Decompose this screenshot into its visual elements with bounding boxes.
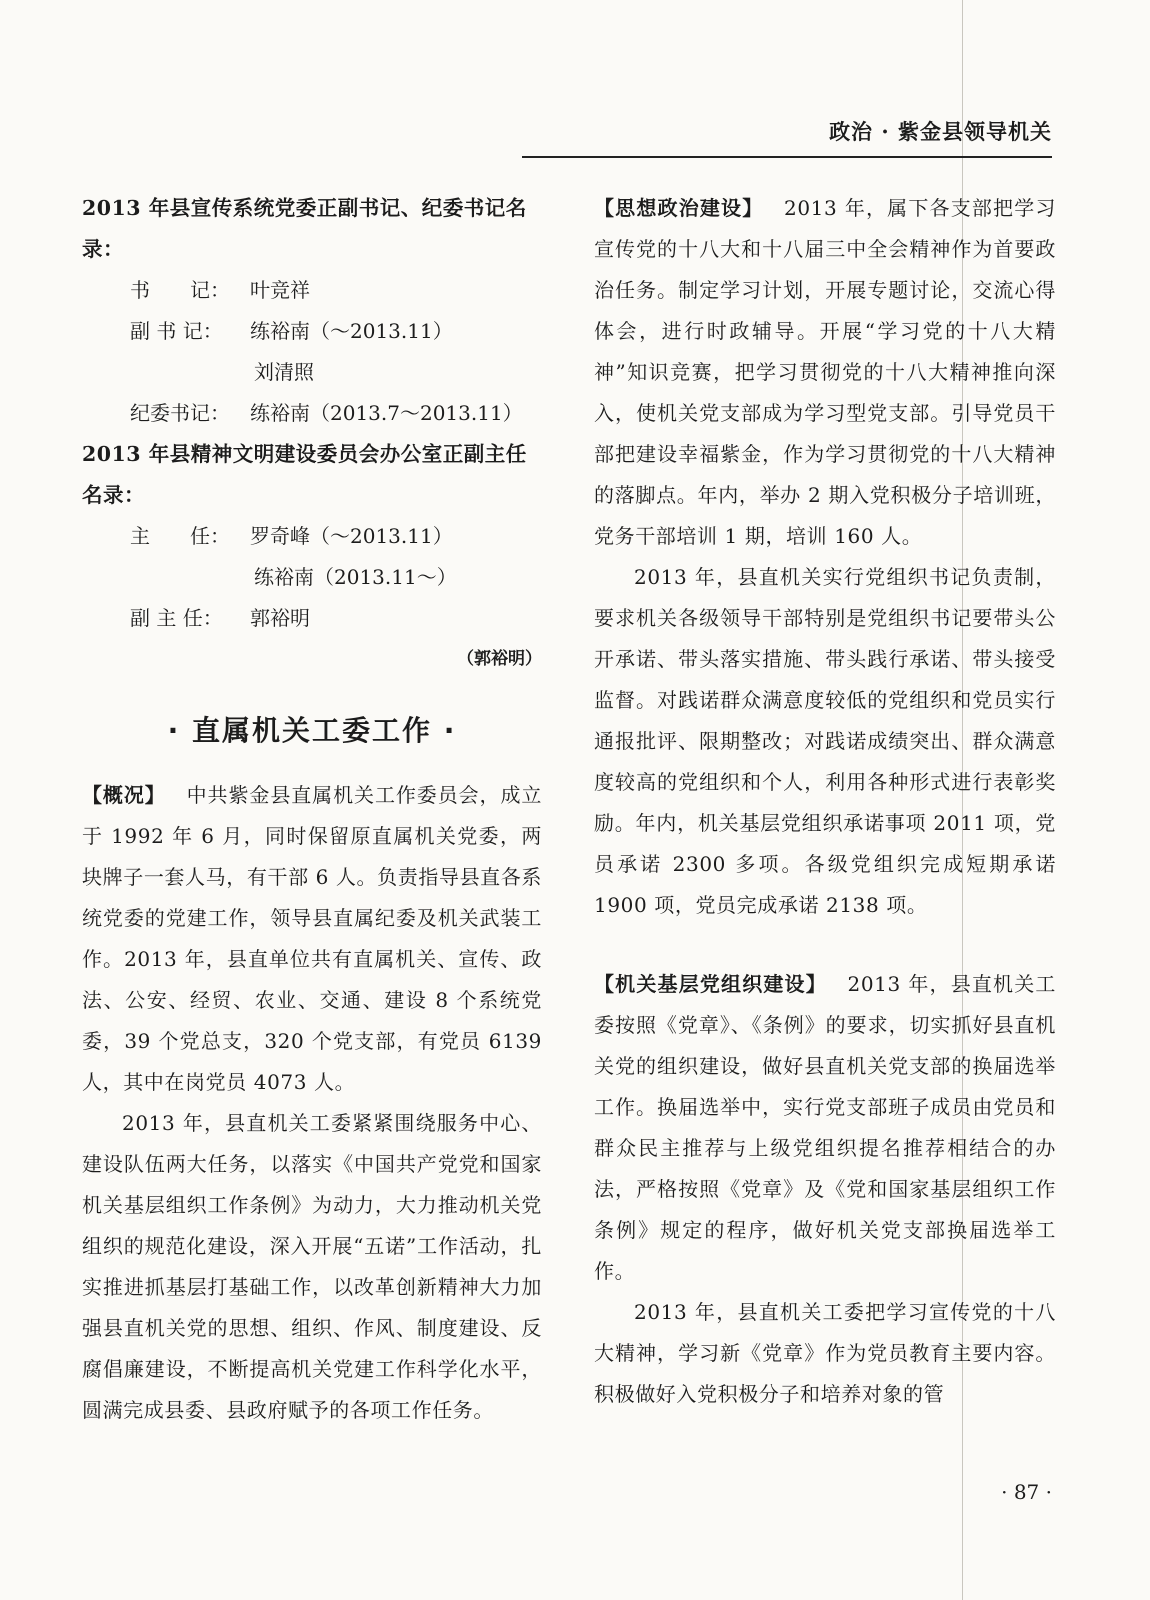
roster-name: 刘清照 — [254, 360, 314, 384]
ideology-text: 2013 年，属下各支部把学习宣传党的十八大和十八届三中全会精神作为首要政治任务。制定学习计划，开展专题讨论，交流心得体会，进行时政辅导。开展“学习党的十八大精神”知识竞赛，把学习贯彻党的十八大精神推向深入，使机关党支部成为学习型党支部。引导党员干部把建设幸福紫金，作为学习贯彻党的十八大精神的落脚点。年内，举办 2 期入党积极分子培训班，党务干部培训 1 期，培训 160 人。 — [594, 196, 1056, 548]
org-tag: 【机关基层党组织建设】 — [594, 972, 827, 996]
ideology-tag: 【思想政治建设】 — [594, 196, 764, 220]
roster-name: 叶竞祥 — [250, 278, 310, 302]
left-column — [82, 188, 542, 1431]
roster2-heading: 2013 年县精神文明建设委员会办公室正副主任名录： — [82, 442, 527, 507]
roster-name: 练裕南（2013.11～） — [254, 565, 457, 589]
org-paragraph — [594, 964, 1056, 1292]
roster-entry — [82, 393, 542, 434]
roster2-list — [82, 516, 542, 639]
roster1-heading: 2013 年县宣传系统党委正副书记、纪委书记名录： — [82, 196, 527, 261]
section-title: · 直属机关工委工作 · — [167, 714, 457, 747]
attribution: （郭裕明） — [457, 649, 542, 669]
page-number: · 87 · — [1001, 1480, 1052, 1504]
roster-entry — [82, 352, 542, 393]
roster-name: 练裕南（2013.7～2013.11） — [250, 401, 523, 425]
roster-name: 罗奇峰（～2013.11） — [250, 524, 453, 548]
overview-text: 中共紫金县直属机关工作委员会，成立于 1992 年 6 月，同时保留原直属机关党委，两块牌子一套人马，有干部 6 人。负责指导县直各系统党委的党建工作，领导县直属纪委及机关武装工作。2013 年，县直单位共有直属机关、宣传、政法、公安、经贸、农业、交通、建设 8 个系统党委，39 个党总支，320 个党支部，有党员 6139 人，其中在岗党员 4073 人。 — [82, 783, 543, 1094]
running-header: 政治 · 紫金县领导机关 — [829, 119, 1052, 144]
roster-name: 郭裕明 — [250, 606, 310, 630]
roster-role: 纪委书记： — [130, 401, 230, 425]
roster-entry — [82, 516, 542, 557]
spacer — [594, 926, 1056, 964]
education-paragraph: 2013 年，县直机关工委把学习宣传党的十八大精神，学习新《党章》作为党员教育主要内容。积极做好入党积极分子和培养对象的管 — [594, 1300, 1056, 1406]
roster-entry — [82, 557, 542, 598]
header-rule — [522, 156, 1052, 158]
roster-entry — [82, 598, 542, 639]
right-column — [594, 188, 1056, 1415]
roster-entry — [82, 270, 542, 311]
commitment-paragraph: 2013 年，县直机关实行党组织书记负责制，要求机关各级领导干部特别是党组织书记要带头公开承诺、带头落实措施、带头践行承诺、带头接受监督。对践诺群众满意度较低的党组织和党员实行通报批评、限期整改；对践诺成绩突出、群众满意度较高的党组织和个人，利用各种形式进行表彰奖励。年内，机关基层党组织承诺事项 2011 项，党员承诺 2300 多项。各级党组织完成短期承诺 1900 项，党员完成承诺 2138 项。 — [594, 565, 1056, 917]
roster-role: 书 记： — [130, 278, 230, 302]
roster-entry — [82, 311, 542, 352]
roster-role: 副 书 记： — [130, 319, 223, 343]
roster-role: 主 任： — [130, 524, 230, 548]
ideology-paragraph — [594, 188, 1056, 557]
roster-role: 副 主 任： — [130, 606, 223, 630]
org-text: 2013 年，县直机关工委按照《党章》、《条例》的要求，切实抓好县直机关党的组织建设，做好县直机关党支部的换届选举工作。换届选举中，实行党支部班子成员由党员和群众民主推荐与上级党组织提名推荐相结合的办法，严格按照《党章》及《党和国家基层组织工作条例》规定的程序，做好机关党支部换届选举工作。 — [594, 972, 1056, 1283]
body-paragraph: 2013 年，县直机关工委紧紧围绕服务中心、建设队伍两大任务，以落实《中国共产党党和国家机关基层组织工作条例》为动力，大力推动机关党组织的规范化建设，深入开展“五诺”工作活动，扎实推进抓基层打基础工作，以改革创新精神大力加强县直机关党的思想、组织、作风、制度建设、反腐倡廉建设，不断提高机关党建工作科学化水平，圆满完成县委、县政府赋予的各项工作任务。 — [82, 1111, 542, 1422]
overview-tag: 【概况】 — [82, 783, 166, 807]
roster1-list — [82, 270, 542, 434]
overview-paragraph — [82, 775, 542, 1103]
roster-name: 练裕南（～2013.11） — [250, 319, 453, 343]
